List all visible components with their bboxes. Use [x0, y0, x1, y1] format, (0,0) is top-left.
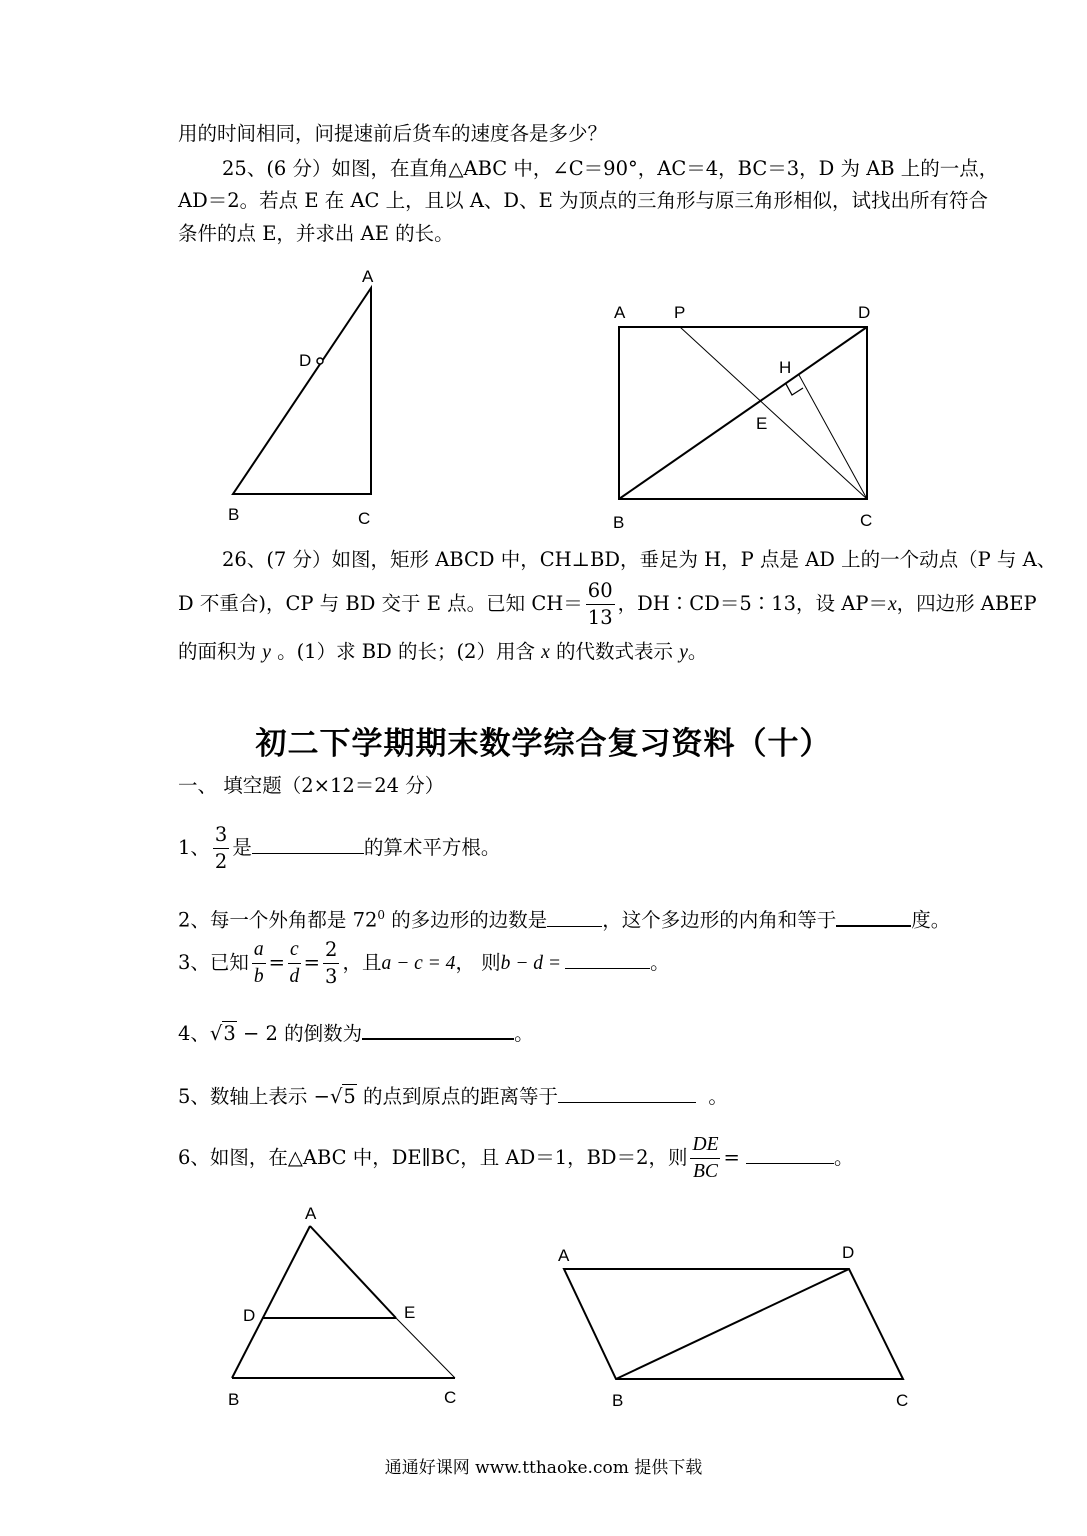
label-b: B	[228, 505, 240, 524]
sqrt-5: √5	[329, 1085, 356, 1108]
q26-text: D 不重合)，CP 与 BD 交于 E 点。已知 CH＝	[178, 592, 583, 615]
radicand: 5	[343, 1085, 356, 1108]
page-footer: 通通好课网 www.tthaoke.com 提供下载	[384, 1458, 703, 1478]
q24-continuation: 用的时间相同，问提速前后货车的速度各是多少？	[178, 122, 608, 145]
variable-x: x	[541, 642, 550, 663]
fraction-numerator: DE	[690, 1132, 720, 1159]
sqrt-3: √3	[209, 1022, 236, 1045]
label-a: A	[362, 267, 374, 286]
fraction-numerator: 60	[586, 578, 615, 605]
q26-text: 。	[687, 640, 708, 663]
q3-condition: a − c = 4	[381, 953, 456, 974]
radicand: 3	[223, 1022, 236, 1045]
label-c: C	[860, 511, 873, 530]
label-d: D	[299, 351, 312, 370]
fraction-denominator: b	[253, 966, 264, 987]
q26-text: ，DH∶CD＝5∶13，设 AP＝	[617, 592, 888, 615]
label-b: B	[612, 1391, 624, 1410]
label-a: A	[614, 303, 626, 322]
q26-text: 。(1）求 BD 的长；(2）用含	[277, 640, 535, 663]
section-heading: 一、 填空题（2×12＝24 分）	[178, 774, 445, 797]
fill-q3: 3、已知 $\frac{a}{b}$ = $\frac{c}{d}$ = $\frac{2}{3}$ ，且a − c = 4， 则b − d = 。	[178, 938, 670, 988]
q3-expression: b − d =	[500, 953, 562, 974]
q3-text: ，且	[342, 951, 382, 974]
q6-equals: =	[723, 1146, 740, 1169]
q25-line2: AD＝2。若点 E 在 AC 上，且以 A、D、E 为顶点的三角形与原三角形相似，试找出所有符合	[178, 189, 989, 212]
q1-text: 是	[232, 836, 252, 859]
q4-text: 。	[514, 1022, 534, 1045]
label-a: A	[558, 1246, 570, 1265]
fraction-denominator: 13	[587, 606, 613, 629]
label-b: B	[228, 1390, 240, 1409]
fraction-numerator: c	[288, 937, 301, 964]
fraction-denominator: 2	[214, 850, 228, 873]
q5-text: 5、数轴上表示 −	[178, 1085, 330, 1108]
q2-text: ，这个多边形的内角和等于	[602, 908, 837, 932]
label-a: A	[305, 1204, 317, 1223]
label-d: D	[842, 1243, 855, 1262]
label-c: C	[896, 1391, 909, 1410]
fraction-denominator: 3	[325, 965, 338, 988]
variable-y: y	[262, 642, 271, 663]
q5-text: 的点到原点的距离等于	[356, 1085, 559, 1108]
fraction-numerator: a	[252, 937, 266, 964]
q2-text: 度。	[911, 908, 951, 932]
variable-y: y	[679, 642, 688, 663]
q26-line1: 26、(7 分）如图，矩形 ABCD 中，CH⊥BD，垂足为 H，P 点是 AD 上的一个动点（P 与 A、	[222, 548, 1057, 571]
label-e: E	[404, 1303, 416, 1322]
q1-prefix: 1、	[178, 836, 210, 859]
label-c: C	[358, 509, 371, 528]
q6-text: 6、如图，在△ABC 中，DE∥BC，且 AD＝1，BD＝2，则	[178, 1146, 688, 1169]
q25-line3: 条件的点 E，并求出 AE 的长。	[178, 222, 454, 245]
label-d: D	[243, 1306, 256, 1325]
q2-superscript: 0	[377, 908, 386, 922]
q4-prefix: 4、	[178, 1022, 210, 1045]
fraction-denominator: BC	[693, 1161, 718, 1182]
q6-text: 。	[834, 1146, 854, 1169]
q2-text: 的多边形的边数是	[385, 908, 548, 932]
q1-text: 的算术平方根。	[363, 836, 501, 859]
fraction-numerator: 3	[213, 822, 229, 849]
fraction-denominator: d	[289, 966, 300, 987]
section-title: 初二下学期期末数学综合复习资料（十）	[255, 726, 832, 762]
label-h: H	[779, 358, 792, 377]
q3-text: 3、已知	[178, 951, 249, 974]
variable-x: x	[887, 594, 897, 615]
q26-text: 的代数式表示	[556, 640, 674, 663]
q3-text: 。	[650, 951, 670, 974]
q4-text: − 2 的倒数为	[236, 1022, 363, 1045]
label-p: P	[674, 303, 686, 322]
label-d: D	[858, 303, 871, 322]
label-c: C	[444, 1388, 457, 1407]
fraction-numerator: 2	[323, 937, 339, 964]
label-e: E	[756, 414, 768, 433]
q26-text: ，四边形 ABEP	[896, 592, 1037, 615]
q25-line1: 25、(6 分）如图，在直角△ABC 中，∠C＝90°，AC＝4，BC＝3，D 为 AB 上的一点，	[222, 157, 999, 180]
q5-text: 。	[708, 1085, 728, 1108]
q3-text: ， 则	[455, 951, 501, 974]
label-b: B	[613, 513, 625, 532]
q2-text: 2、每一个外角都是 72	[178, 908, 378, 932]
diagonal-bd	[616, 1269, 849, 1379]
q26-text: 的面积为	[178, 640, 257, 663]
